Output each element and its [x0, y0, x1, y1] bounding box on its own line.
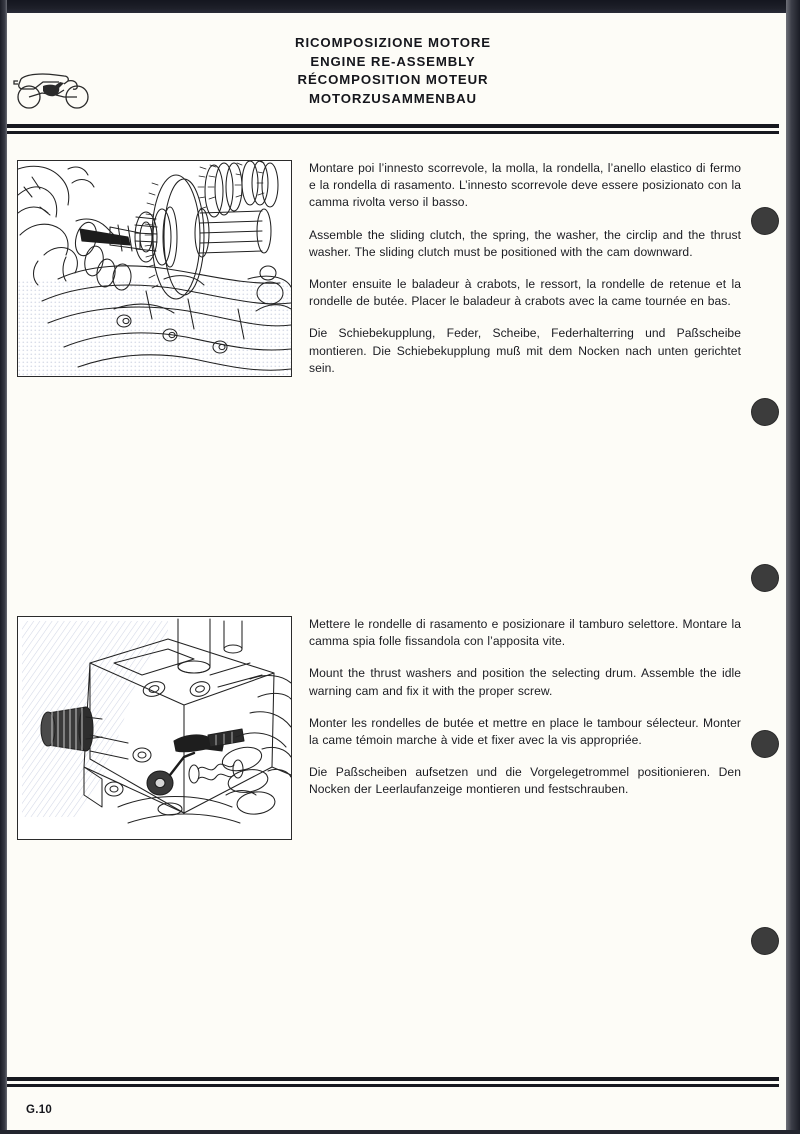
footer-divider-rule [7, 1077, 779, 1087]
paragraph-english: Mount the thrust washers and position the selecting drum. Assemble the idle warning cam and fix it with the proper screw. [309, 666, 741, 698]
paragraph-german: Die Schiebekupplung, Feder, Scheibe, Federhalterring und Paßscheibe montieren. Die Schiebekupplung muß mit dem Nocken nach unten gerichtet sein. [309, 326, 741, 375]
paragraph-german: Die Paßscheiben aufsetzen und die Vorgelegetrommel positionieren. Den Nocken der Leerlaufanzeige montieren und festschrauben. [309, 765, 741, 797]
title-french: RÉCOMPOSITION MOTEUR [297, 72, 489, 88]
paragraph-italian: Mettere le rondelle di rasamento e posizionare il tamburo selettore. Montare la camma spia folle fissandola con l’apposita vite. [309, 617, 741, 649]
scan-edge-bottom [0, 1130, 800, 1134]
title-italian: RICOMPOSIZIONE MOTORE [295, 35, 491, 50]
page-number: G.10 [26, 1104, 53, 1116]
title-german: MOTORZUSAMMENBAU [308, 90, 477, 106]
instruction-text-section-1 [309, 160, 741, 377]
page-title [0, 34, 786, 108]
instruction-text-section-2 [309, 616, 741, 799]
scan-edge-right [786, 0, 800, 1134]
halftone-shading [18, 279, 291, 376]
scan-edge-top [0, 0, 800, 13]
binder-hole [752, 399, 778, 425]
crankcase-selecting-drum-illustration [17, 616, 292, 840]
binder-hole [752, 208, 778, 234]
header-divider-rule [7, 124, 779, 134]
paragraph-italian: Montare poi l’innesto scorrevole, la molla, la rondella, l’anello elastico di fermo e la rondella di rasamento. L’innesto scorrevole deve essere posizionato con la camma rivolta verso il basso. [309, 161, 741, 210]
title-english: ENGINE RE-ASSEMBLY [310, 53, 476, 69]
rule-line [7, 131, 779, 134]
paragraph-english: Assemble the sliding clutch, the spring, the washer, the circlip and the thrust washer. The sliding clutch must be positioned with the cam downward. [309, 227, 741, 259]
binder-hole [752, 565, 778, 591]
binder-hole [752, 731, 778, 757]
binder-hole [752, 928, 778, 954]
paragraph-french: Monter les rondelles de butée et mettre en place le tambour sélecteur. Monter la came témoin marche à vide et fixer avec la vis appropriée. [309, 715, 741, 748]
engine-gearbox-sliding-clutch-illustration [17, 160, 292, 377]
rule-line [7, 1084, 779, 1087]
paragraph-french: Monter ensuite le baladeur à crabots, le ressort, la rondelle de retenue et la rondelle de butée. Placer le baladeur à crabots avec la came tournée en bas. [309, 277, 741, 309]
scan-edge-left [0, 0, 7, 1134]
